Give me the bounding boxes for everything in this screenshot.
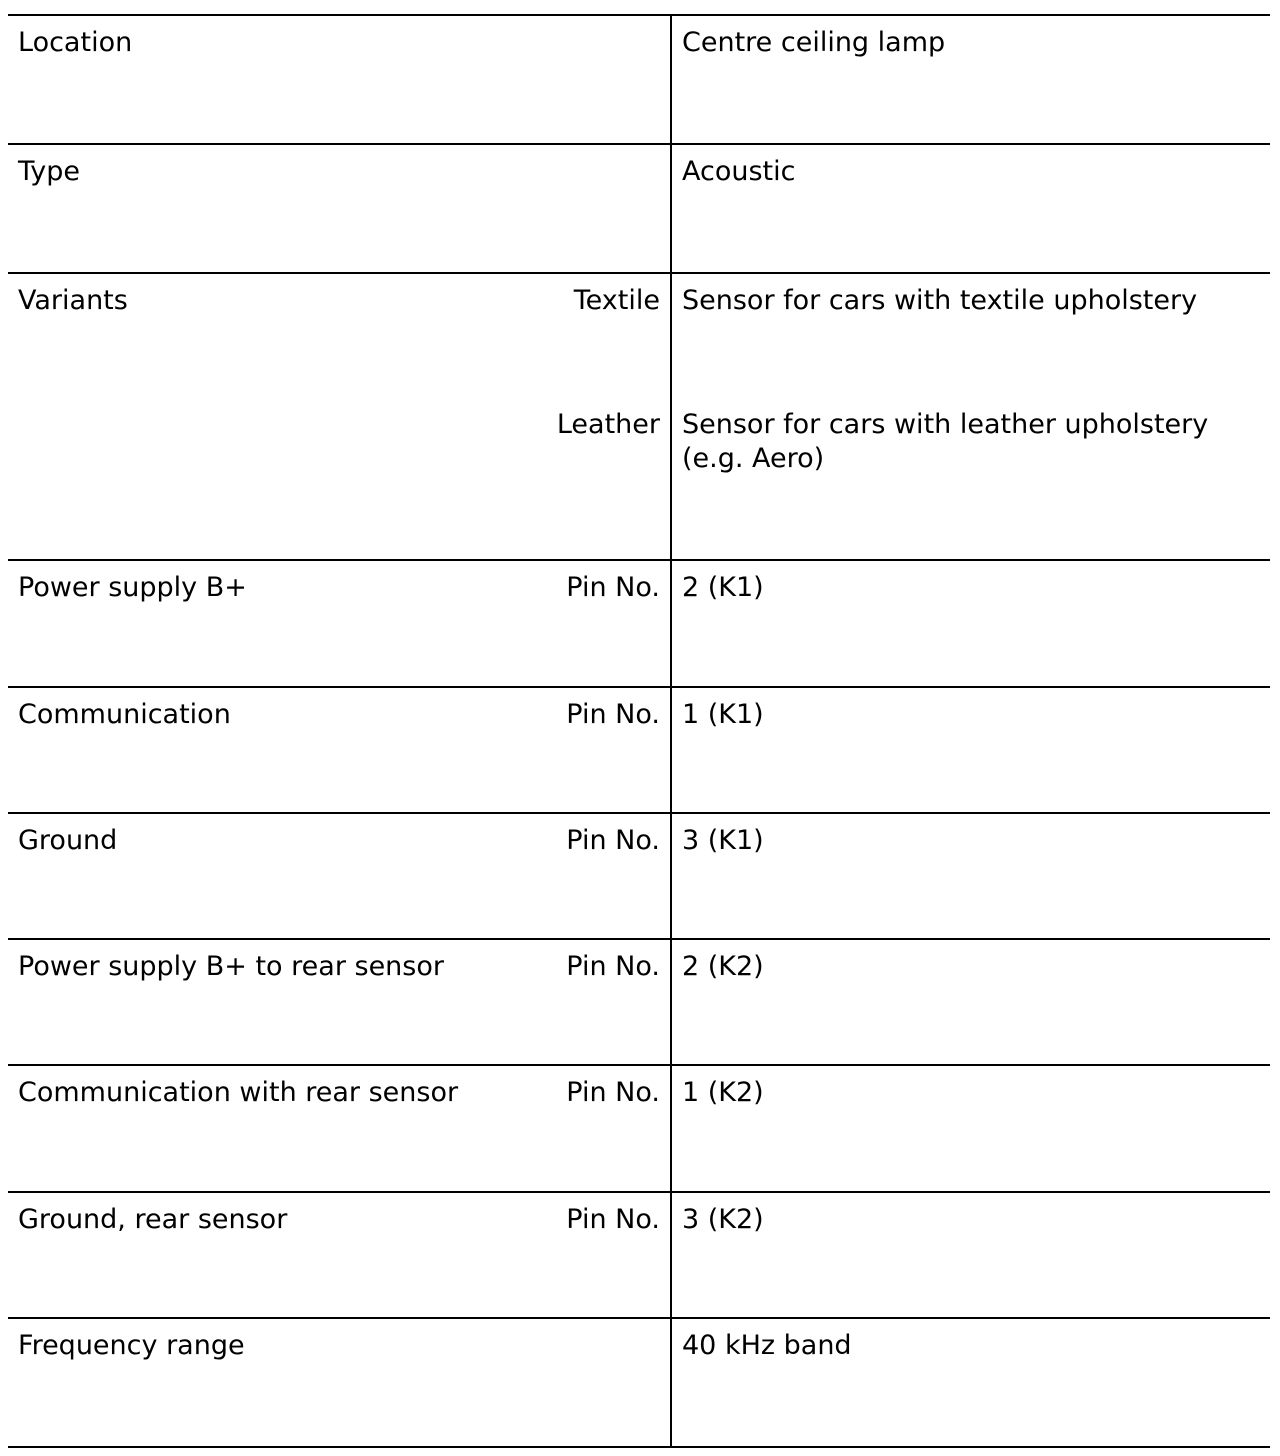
row-label: Power supply B+ bbox=[18, 572, 247, 603]
variant-value: Sensor for cars with leather upholstery (e.g. Aero) bbox=[682, 409, 1209, 474]
table-row bbox=[8, 144, 1270, 273]
table-row bbox=[8, 1065, 1270, 1192]
row-value: 2 (K2) bbox=[682, 951, 764, 982]
row-qualifier: Pin No. bbox=[566, 1077, 660, 1108]
row-value: 1 (K1) bbox=[682, 699, 764, 730]
table-row bbox=[8, 1318, 1270, 1447]
row-qualifier: Pin No. bbox=[566, 825, 660, 856]
row-value: 1 (K2) bbox=[682, 1077, 764, 1108]
row-value: Acoustic bbox=[682, 156, 796, 187]
variant-value: Sensor for cars with textile upholstery bbox=[682, 285, 1198, 316]
row-label: Communication bbox=[18, 699, 231, 730]
table-row bbox=[8, 1192, 1270, 1318]
row-value: Centre ceiling lamp bbox=[682, 27, 946, 58]
variant-qualifier: Leather bbox=[556, 409, 660, 440]
table-row bbox=[8, 687, 1270, 813]
row-value: 2 (K1) bbox=[682, 572, 764, 603]
row-value: 3 (K1) bbox=[682, 825, 764, 856]
row-label: Frequency range bbox=[18, 1330, 245, 1361]
row-qualifier: Pin No. bbox=[566, 1204, 660, 1235]
table-row bbox=[8, 273, 1270, 560]
row-qualifier: Pin No. bbox=[566, 951, 660, 982]
row-qualifier: Pin No. bbox=[566, 572, 660, 603]
table-row bbox=[8, 15, 1270, 144]
row-label: Power supply B+ to rear sensor bbox=[18, 951, 444, 982]
row-label: Ground, rear sensor bbox=[18, 1204, 288, 1235]
table-row bbox=[8, 560, 1270, 687]
table-row bbox=[8, 939, 1270, 1065]
row-value: 3 (K2) bbox=[682, 1204, 764, 1235]
row-qualifier: Pin No. bbox=[566, 699, 660, 730]
table-row bbox=[8, 813, 1270, 939]
row-value: 40 kHz band bbox=[682, 1330, 852, 1361]
variant-qualifier: Textile bbox=[573, 285, 660, 316]
row-label: Variants bbox=[18, 285, 128, 316]
row-label: Location bbox=[18, 27, 133, 58]
row-label: Type bbox=[18, 156, 81, 187]
row-label: Communication with rear sensor bbox=[18, 1077, 459, 1108]
row-label: Ground bbox=[18, 825, 118, 856]
sensor-spec-table bbox=[8, 14, 1270, 1448]
